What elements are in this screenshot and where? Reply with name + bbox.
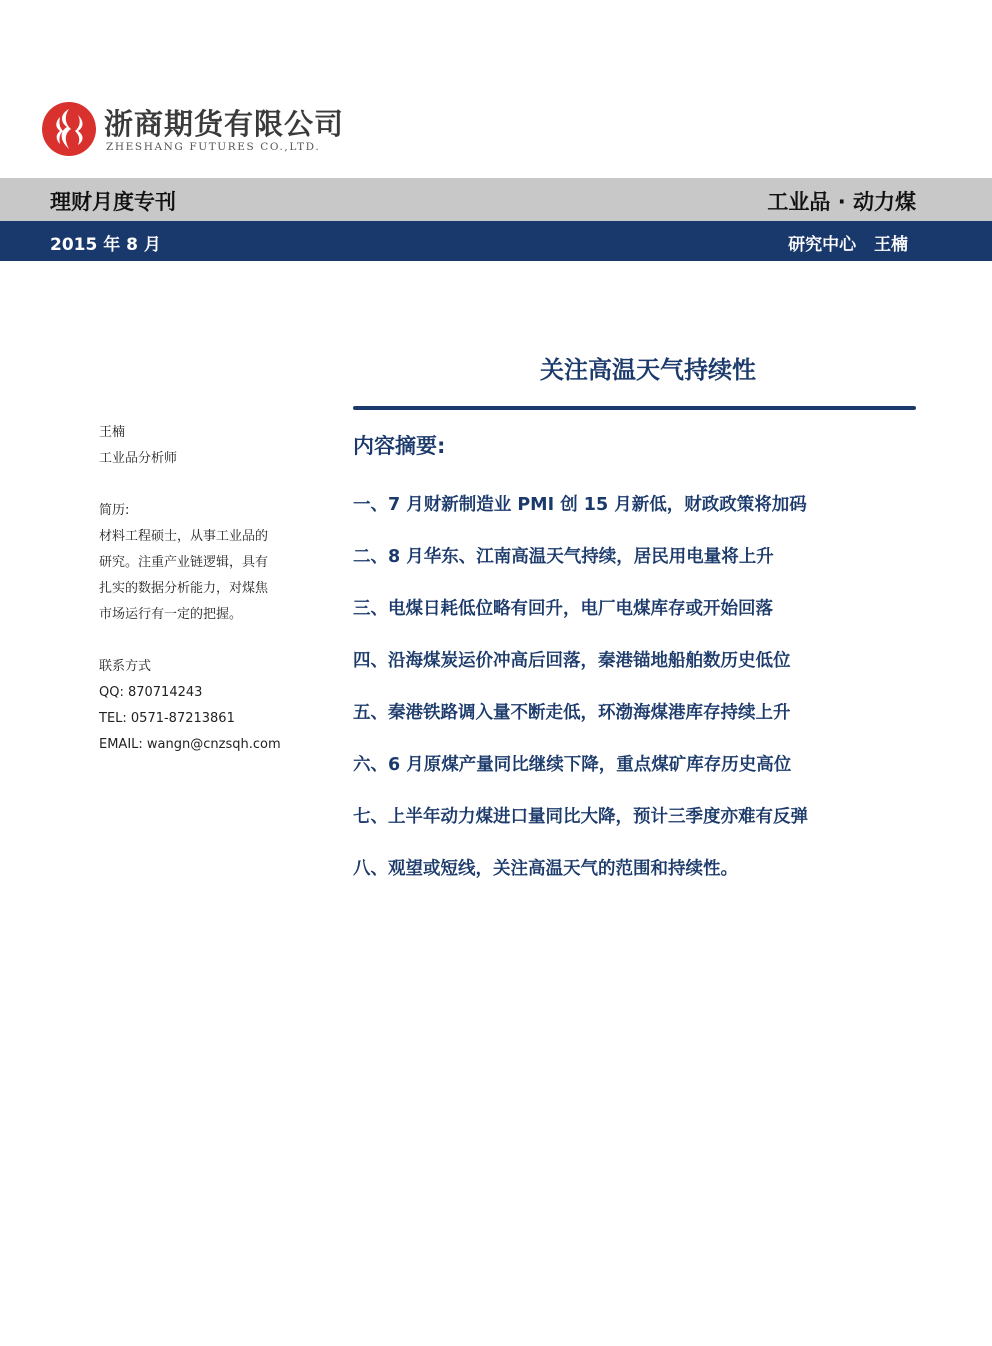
company-name-cn: 浙商期货有限公司 [104, 107, 345, 141]
resume-line: 材料工程硕士，从事工业品的 [99, 529, 269, 544]
report-title: 关注高温天气持续性 [540, 356, 756, 384]
contact-qq: QQ: 870714243 [99, 685, 203, 700]
report-sector: 工业品 · 动力煤 [767, 190, 916, 214]
resume-label: 简历: [99, 503, 130, 518]
company-name-en: ZHESHANG FUTURES CO.,LTD. [106, 141, 321, 153]
report-date: 2015 年 8 月 [50, 235, 161, 255]
summary-points [353, 491, 953, 907]
report-series: 理财月度专刊 [50, 190, 176, 214]
summary-heading: 内容摘要: [353, 434, 446, 458]
company-logo [40, 100, 345, 162]
summary-point: 五、秦港铁路调入量不断走低，环渤海煤港库存持续上升 [353, 703, 791, 723]
summary-point: 八、观望或短线，关注高温天气的范围和持续性。 [353, 859, 738, 879]
contact-label: 联系方式 [99, 659, 152, 674]
analyst-sidebar [99, 420, 309, 758]
summary-point: 六、6 月原煤产量同比继续下降，重点煤矿库存历史高位 [353, 755, 792, 775]
resume-line: 市场运行有一定的把握。 [99, 607, 243, 622]
analyst-role: 工业品分析师 [99, 451, 178, 466]
resume-line: 扎实的数据分析能力，对煤焦 [99, 581, 269, 596]
header-author: 王楠 [874, 235, 908, 255]
summary-point: 三、电煤日耗低位略有回升，电厂电煤库存或开始回落 [353, 599, 773, 619]
summary-point: 一、7 月财新制造业 PMI 创 15 月新低，财政政策将加码 [353, 495, 807, 515]
contact-email: EMAIL: wangn@cnzsqh.com [99, 737, 281, 752]
spacer [99, 628, 309, 654]
title-divider [353, 406, 916, 410]
header-gray-band [0, 178, 992, 221]
summary-point: 七、上半年动力煤进口量同比大降，预计三季度亦难有反弹 [353, 807, 808, 827]
report-byline [788, 230, 908, 255]
header-blue-band [0, 221, 992, 261]
resume-line: 研究。注重产业链逻辑，具有 [99, 555, 269, 570]
zheshang-logo-icon [40, 100, 98, 158]
summary-point: 二、8 月华东、江南高温天气持续，居民用电量将上升 [353, 547, 774, 567]
summary-point: 四、沿海煤炭运价冲高后回落，秦港锚地船舶数历史低位 [353, 651, 791, 671]
department: 研究中心 [788, 235, 857, 255]
spacer [99, 472, 309, 498]
analyst-name: 王楠 [99, 425, 126, 440]
contact-tel: TEL: 0571-87213861 [99, 711, 235, 726]
